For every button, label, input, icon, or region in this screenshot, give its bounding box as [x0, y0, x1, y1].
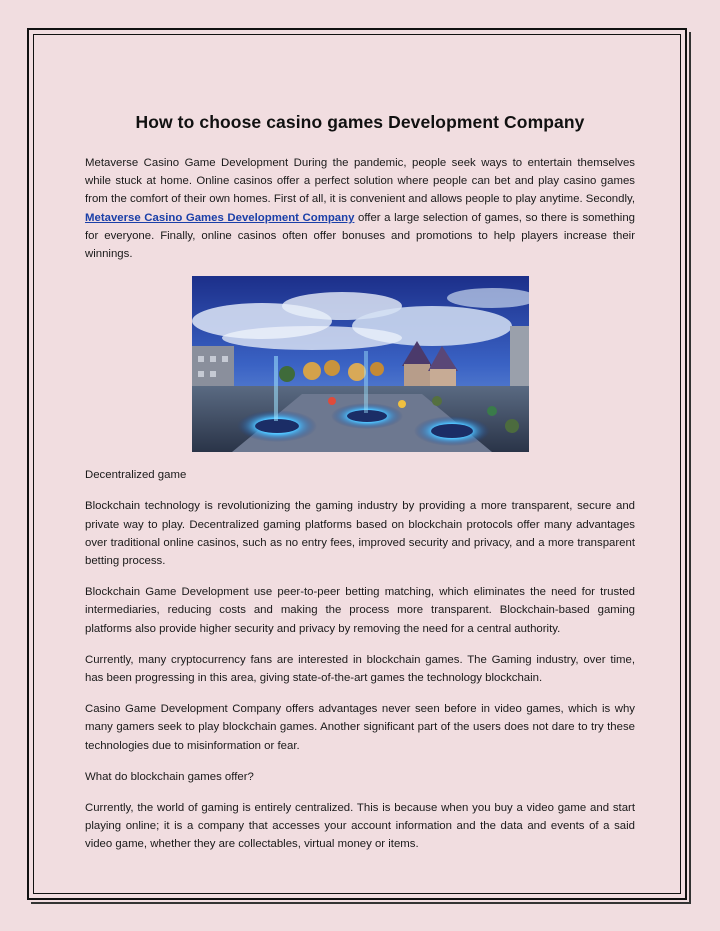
casino-scene-illustration: [192, 276, 529, 452]
paragraph-casino-game-company: Casino Game Development Company offers advantages never seen before in video games, which is why many gamers seek to play blockchain games. Another significant part of the users does not dare to try these technologies due to misinformation or fear.: [85, 703, 635, 752]
metaverse-casino-image: [192, 276, 529, 452]
intro-text-before-link: Metaverse Casino Game Development During the pandemic, people seek ways to entertain themselves while stuck at home. Online casinos offer a perfect solution where people can bet and play casino games from the comfort of their own homes. First of all, it is convenient and allows people to play anytime. Secondly,: [85, 157, 635, 206]
paragraph-centralized-gaming: Currently, the world of gaming is entirely centralized. This is because when you buy a video game and start playing online; it is a company that accesses your account information and the data and events of a said video game, whether they are collectables, virtual money or items.: [85, 802, 635, 851]
document-body: [85, 112, 635, 867]
paragraph-cryptocurrency-fans: Currently, many cryptocurrency fans are interested in blockchain games. The Gaming industry, over time, has been progressing in this area, giving state-of-the-art games the technology blockchain.: [85, 653, 635, 685]
page-title: How to choose casino games Development Company: [135, 112, 585, 132]
heading-decentralized-game: Decentralized game: [85, 469, 187, 482]
figure-container: [85, 276, 635, 452]
intro-paragraph: [85, 154, 635, 263]
company-link[interactable]: Metaverse Casino Games Development Company: [85, 211, 355, 224]
paragraph-blockchain-technology: Blockchain technology is revolutionizing the gaming industry by providing a more transparent, secure and private way to play. Decentralized gaming platforms based on blockchain protocols offer many advantages over traditional online casinos, such as no entry fees, improved security and privacy, and a more transparent betting process.: [85, 500, 635, 568]
paragraph-blockchain-game-development: Blockchain Game Development use peer-to-peer betting matching, which eliminates the need for trusted intermediaries, reducing costs and making the process more transparent. Blockchain-based gaming platforms also provide higher security and privacy by removing the need for a central authority.: [85, 586, 635, 635]
heading-what-blockchain-games-offer: What do blockchain games offer?: [85, 770, 254, 783]
intro-text-after-link: offer a large selection of games, so there is something for everyone. Finally, online casinos often offer bonuses and promotions to help players increase their winnings.: [85, 211, 635, 261]
